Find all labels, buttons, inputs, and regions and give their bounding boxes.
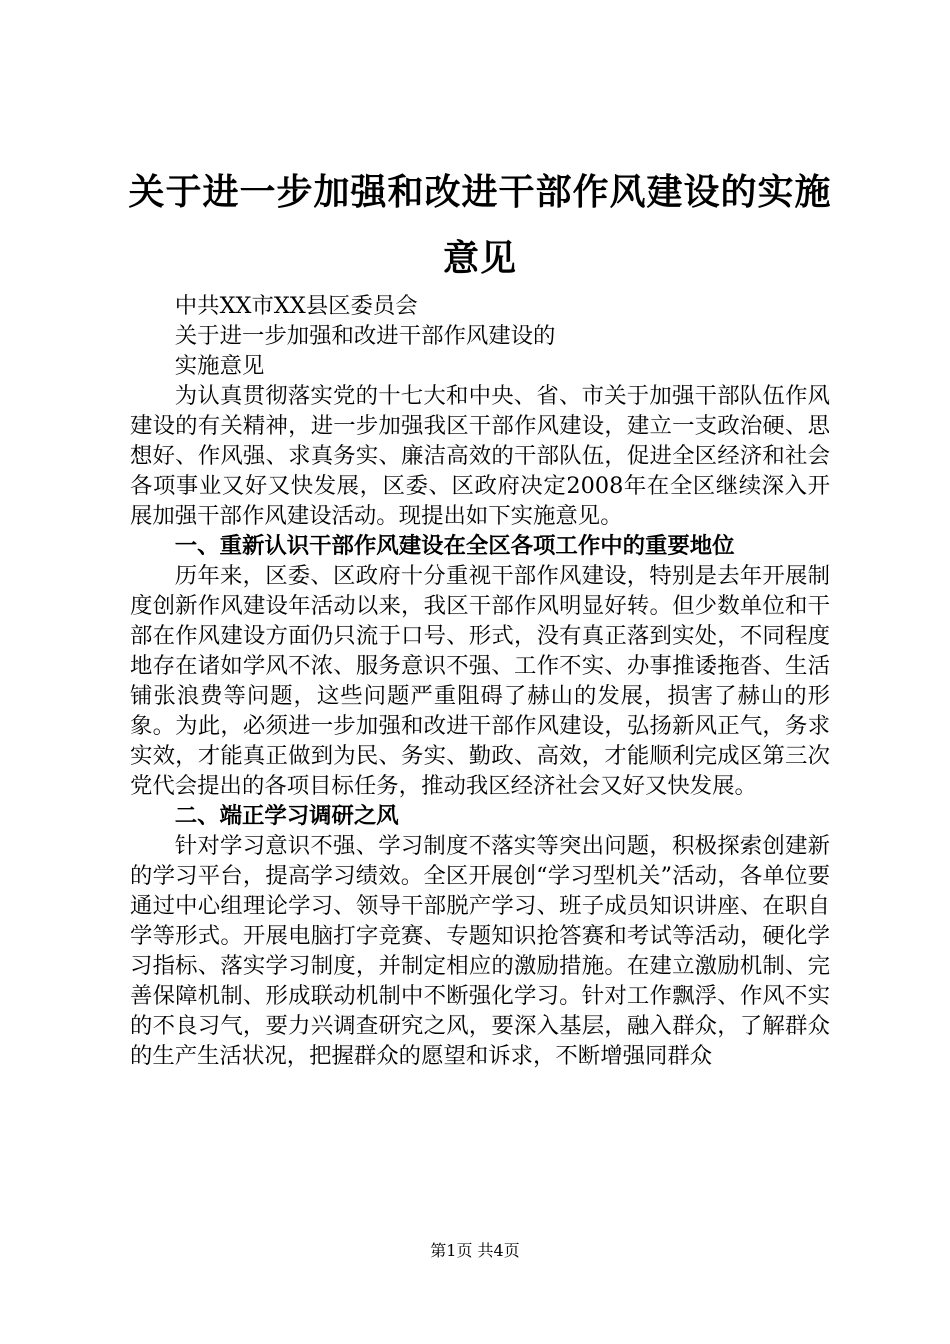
subtitle-line-2: 实施意见: [174, 353, 265, 379]
section-2-paragraph: 针对学习意识不强、学习制度不落实等突出问题，积极探索创建新的学习平台，提高学习绩效。全区开展创“学习型机关”活动，各单位要通过中心组理论学习、领导干部脱产学习、班子成员知识讲座、在职自学等形式。开展电脑打字竞赛、专题知识抢答赛和考试等活动，硬化学习指标、落实学习制度，并制定相应的激励措施。在建立激励机制、完善保障机制、形成联动机制中不断强化学习。针对工作飘浮、作风不实的不良习气，要力兴调查研究之风，要深入基层，融入群众，了解群众的生产生活状况，把握群众的愿望和诉求，不断增强同群众: [130, 833, 830, 1069]
subtitle-line-1: 关于进一步加强和改进干部作风建设的: [174, 323, 556, 349]
issuing-organization: 中共XX市XX县区委员会: [174, 293, 418, 319]
intro-paragraph: 为认真贯彻落实党的十七大和中央、省、市关于加强干部队伍作风建设的有关精神，进一步加强我区干部作风建设，建立一支政治硬、思想好、作风强、求真务实、廉洁高效的干部队伍，促进全区经济和社会各项事业又好又快发展，区委、区政府决定2008年在全区继续深入开展加强干部作风建设活动。现提出如下实施意见。: [130, 383, 830, 529]
document-title: 关于进一步加强和改进干部作风建设的实施意见: [128, 172, 832, 279]
document-body: [130, 291, 830, 1071]
page-footer: 第1页 共4页: [430, 1241, 520, 1260]
section-1-paragraph: 历年来，区委、区政府十分重视干部作风建设，特别是去年开展制度创新作风建设年活动以来，我区干部作风明显好转。但少数单位和干部在作风建设方面仍只流于口号、形式，没有真正落到实处，不同程度地存在诸如学风不浓、服务意识不强、工作不实、办事推诿拖沓、生活铺张浪费等问题，这些问题严重阻碍了赫山的发展，损害了赫山的形象。为此，必须进一步加强和改进干部作风建设，弘扬新风正气，务求实效，才能真正做到为民、务实、勤政、高效，才能顺利完成区第三次党代会提出的各项目标任务，推动我区经济社会又好又快发展。: [130, 563, 830, 799]
section-1-heading: 一、重新认识干部作风建设在全区各项工作中的重要地位: [174, 533, 735, 559]
section-2-heading: 二、端正学习调研之风: [174, 803, 399, 829]
